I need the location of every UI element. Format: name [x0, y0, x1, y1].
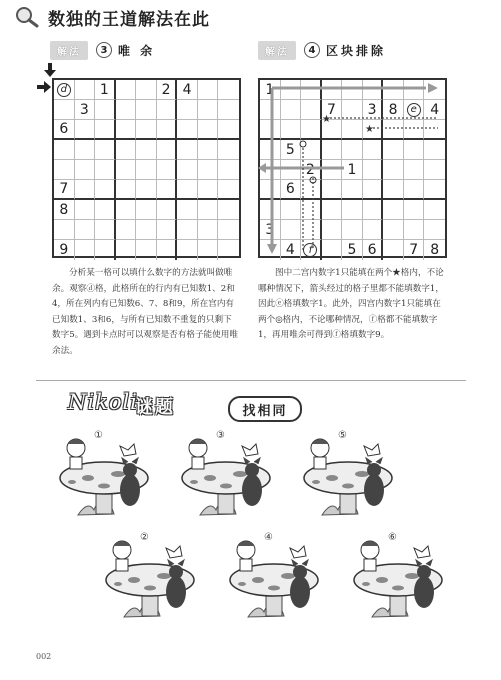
mushroom-table-illustration	[228, 532, 320, 627]
mushroom-table-illustration	[180, 430, 272, 525]
grid-cell[interactable]	[363, 180, 384, 200]
picture-number-label: ⑤	[338, 430, 347, 441]
grid-cell[interactable]	[95, 160, 116, 180]
grid-row	[54, 180, 239, 200]
nikoli-puzzle-label: 谜题	[135, 397, 175, 418]
grid-cell[interactable]	[177, 100, 198, 120]
grid-cell[interactable]	[404, 180, 425, 200]
nikoli-logo: Nikoli	[68, 390, 138, 414]
grid-cell[interactable]	[198, 220, 219, 240]
grid-cell[interactable]	[218, 240, 239, 260]
divider	[36, 380, 466, 381]
grid-cell[interactable]	[198, 140, 219, 160]
grid-row	[260, 120, 445, 140]
grid-cell[interactable]	[116, 180, 137, 200]
grid-cell[interactable]	[136, 100, 157, 120]
grid-cell[interactable]	[95, 100, 116, 120]
grid-cell[interactable]	[198, 200, 219, 220]
method-number: 4	[304, 42, 320, 58]
grid-cell[interactable]	[301, 120, 322, 140]
grid-row	[260, 220, 445, 240]
grid-row	[54, 140, 239, 160]
mushroom-table-illustration	[104, 532, 196, 627]
grid-cell[interactable]	[136, 120, 157, 140]
section-header-right	[258, 40, 386, 60]
grid-cell[interactable]: 2	[157, 80, 178, 100]
grid-cell[interactable]	[404, 100, 425, 120]
grid-cell[interactable]	[75, 80, 96, 100]
grid-cell[interactable]	[383, 160, 404, 180]
grid-cell[interactable]	[116, 200, 137, 220]
grid-cell[interactable]: 8	[383, 100, 404, 120]
grid-cell[interactable]	[95, 140, 116, 160]
grid-cell[interactable]	[383, 80, 404, 100]
grid-cell[interactable]	[301, 100, 322, 120]
grid-cell[interactable]	[136, 80, 157, 100]
grid-cell[interactable]	[281, 120, 302, 140]
grid-cell[interactable]	[281, 80, 302, 100]
grid-cell[interactable]	[383, 180, 404, 200]
grid-row	[260, 200, 445, 220]
grid-cell[interactable]	[95, 180, 116, 200]
explanation-right: 图中二宫内数字1只能填在两个★格内，不论哪种情况下，箭头经过的格子里都不能填数字1，因此ⓔ格填数字1。此外，四宫内数字1只能填在两个◎格内，不论哪种情况，ⓕ格都不能填数字1，再用唯余可得到ⓕ格填数字9。	[258, 268, 444, 340]
grid-cell[interactable]	[218, 220, 239, 240]
grid-row	[54, 200, 239, 220]
grid-cell[interactable]: 1	[342, 160, 363, 180]
grid-cell[interactable]	[363, 200, 384, 220]
grid-cell[interactable]	[75, 180, 96, 200]
grid-cell[interactable]: 4	[424, 100, 445, 120]
grid-cell[interactable]	[424, 120, 445, 140]
grid-cell[interactable]	[157, 180, 178, 200]
grid-cell[interactable]	[322, 140, 343, 160]
grid-cell[interactable]	[75, 120, 96, 140]
grid-cell[interactable]: 8	[430, 242, 440, 258]
section-title: 唯 余	[118, 43, 156, 58]
grid-cell[interactable]: 5	[342, 240, 363, 260]
grid-cell[interactable]	[157, 100, 178, 120]
grid-cell[interactable]	[177, 220, 198, 240]
grid-cell[interactable]	[198, 100, 219, 120]
grid-cell[interactable]	[383, 120, 404, 140]
mushroom-table-illustration	[302, 430, 394, 525]
grid-cell[interactable]	[218, 100, 239, 120]
spot-difference-picture[interactable]	[180, 430, 272, 525]
spot-difference-picture[interactable]	[302, 430, 394, 525]
grid-cell[interactable]: 3	[260, 220, 281, 240]
grid-cell[interactable]	[301, 200, 322, 220]
grid-cell[interactable]	[281, 220, 302, 240]
spot-the-same-title: 找相同	[228, 396, 302, 422]
picture-number-label: ②	[140, 532, 149, 543]
grid-cell[interactable]	[281, 160, 302, 180]
grid-cell[interactable]	[95, 240, 116, 260]
grid-cell[interactable]	[198, 160, 219, 180]
grid-cell[interactable]	[363, 220, 384, 240]
grid-cell[interactable]	[177, 180, 198, 200]
grid-cell[interactable]	[363, 120, 384, 140]
grid-cell[interactable]	[157, 160, 178, 180]
spot-difference-picture[interactable]	[228, 532, 320, 627]
sudoku-grid-left	[52, 78, 241, 258]
grid-row	[54, 100, 239, 120]
grid-cell[interactable]	[322, 220, 343, 240]
grid-cell[interactable]	[198, 80, 219, 100]
grid-cell[interactable]	[198, 180, 219, 200]
grid-cell[interactable]	[424, 160, 445, 180]
grid-cell[interactable]	[75, 240, 96, 260]
grid-cell[interactable]	[260, 100, 281, 120]
svg-text:★: ★	[322, 114, 331, 125]
picture-number-label: ①	[94, 430, 103, 441]
grid-cell[interactable]	[218, 180, 239, 200]
grid-cell[interactable]: 3	[75, 100, 96, 120]
grid-cell[interactable]	[218, 80, 239, 100]
grid-cell[interactable]	[116, 160, 137, 180]
grid-cell[interactable]	[218, 160, 239, 180]
grid-cell[interactable]	[260, 200, 281, 220]
grid-cell[interactable]	[281, 200, 302, 220]
grid-cell[interactable]	[322, 80, 343, 100]
grid-cell[interactable]	[322, 160, 343, 180]
grid-cell[interactable]	[383, 240, 404, 260]
grid-cell[interactable]	[177, 160, 198, 180]
grid-cell[interactable]	[383, 200, 404, 220]
grid-cell[interactable]: 6	[363, 240, 384, 260]
spot-difference-picture[interactable]	[58, 430, 150, 525]
grid-cell[interactable]	[157, 200, 178, 220]
grid-cell[interactable]	[75, 140, 96, 160]
grid-cell[interactable]	[116, 120, 137, 140]
grid-cell[interactable]	[116, 80, 137, 100]
grid-cell[interactable]	[404, 80, 425, 100]
grid-cell[interactable]	[177, 120, 198, 140]
picture-number-label: ③	[216, 430, 225, 441]
grid-cell[interactable]	[363, 160, 384, 180]
grid-cell[interactable]: 7	[404, 240, 425, 260]
grid-cell[interactable]	[342, 220, 363, 240]
section-header-left	[50, 40, 155, 60]
grid-cell[interactable]	[54, 140, 75, 160]
grid-cell[interactable]	[424, 80, 445, 100]
grid-cell[interactable]	[424, 220, 445, 240]
grid-cell[interactable]: 9	[54, 240, 75, 260]
grid-row	[54, 240, 239, 260]
grid-cell[interactable]: 1	[95, 80, 116, 100]
grid-row	[260, 180, 445, 200]
grid-cell[interactable]	[301, 180, 322, 200]
grid-cell[interactable]	[322, 200, 343, 220]
grid-cell[interactable]	[404, 220, 425, 240]
grid-cell[interactable]: 2	[301, 160, 322, 180]
grid-row	[54, 120, 239, 140]
grid-row	[260, 140, 445, 160]
grid-cell[interactable]	[260, 180, 281, 200]
grid-cell[interactable]	[404, 200, 425, 220]
grid-cell[interactable]	[342, 140, 363, 160]
grid-cell[interactable]: 6	[281, 180, 302, 200]
grid-cell[interactable]	[260, 120, 281, 140]
grid-cell[interactable]	[75, 160, 96, 180]
grid-cell[interactable]	[116, 240, 137, 260]
grid-row	[260, 80, 445, 100]
grid-cell[interactable]	[301, 220, 322, 240]
grid-cell[interactable]	[177, 240, 198, 260]
grid-cell[interactable]: 6	[54, 120, 75, 140]
grid-cell[interactable]	[301, 140, 322, 160]
grid-cell[interactable]	[177, 200, 198, 220]
grid-cell[interactable]	[136, 140, 157, 160]
grid-cell[interactable]	[136, 160, 157, 180]
grid-cell[interactable]	[177, 140, 198, 160]
spot-difference-picture[interactable]	[352, 532, 444, 627]
grid-cell[interactable]	[116, 140, 137, 160]
grid-cell[interactable]	[157, 240, 178, 260]
svg-text:★: ★	[365, 124, 374, 135]
grid-cell[interactable]	[404, 120, 425, 140]
grid-cell[interactable]: 7	[322, 100, 343, 120]
circled-target-cell: d	[57, 83, 71, 97]
grid-cell[interactable]	[383, 220, 404, 240]
grid-cell[interactable]: 5	[281, 140, 302, 160]
grid-cell[interactable]	[342, 80, 363, 100]
right-arrow-icon	[37, 81, 51, 93]
grid-row	[54, 160, 239, 180]
down-arrow-icon	[44, 63, 56, 77]
grid-cell[interactable]	[301, 80, 322, 100]
grid-row	[260, 240, 445, 260]
grid-cell[interactable]	[75, 200, 96, 220]
grid-cell[interactable]	[322, 120, 343, 140]
grid-cell[interactable]	[95, 200, 116, 220]
grid-cell[interactable]	[322, 180, 343, 200]
page-title: 数独的王道解法在此	[48, 10, 210, 30]
magnifier-icon	[14, 6, 40, 28]
grid-cell[interactable]	[95, 220, 116, 240]
grid-cell[interactable]	[218, 200, 239, 220]
picture-number-label: ④	[264, 532, 273, 543]
grid-cell[interactable]	[404, 140, 425, 160]
grid-cell[interactable]	[363, 140, 384, 160]
grid-cell[interactable]	[301, 240, 322, 260]
method-tag: 解法	[50, 41, 88, 60]
section-title: 区块排除	[326, 43, 387, 58]
page-number: 002	[36, 652, 52, 661]
method-number: 3	[96, 42, 112, 58]
circled-target-cell: f	[303, 243, 317, 257]
grid-cell[interactable]	[363, 80, 384, 100]
grid-cell[interactable]	[424, 200, 445, 220]
grid-cell[interactable]	[198, 120, 219, 140]
grid-cell[interactable]	[218, 120, 239, 140]
grid-cell[interactable]: 4	[177, 80, 198, 100]
grid-cell[interactable]	[157, 220, 178, 240]
grid-cell[interactable]	[116, 100, 137, 120]
grid-cell[interactable]	[157, 140, 178, 160]
grid-cell[interactable]	[424, 140, 445, 160]
grid-cell[interactable]: 7	[54, 180, 75, 200]
grid-cell[interactable]	[136, 200, 157, 220]
grid-cell[interactable]	[342, 180, 363, 200]
grid-cell[interactable]	[281, 100, 302, 120]
grid-cell[interactable]	[342, 100, 363, 120]
grid-cell[interactable]	[260, 160, 281, 180]
circled-target-cell: e	[407, 103, 421, 117]
grid-cell[interactable]: 1	[260, 80, 281, 100]
grid-cell[interactable]	[198, 240, 219, 260]
grid-cell[interactable]	[54, 160, 75, 180]
grid-cell[interactable]	[54, 80, 75, 100]
grid-cell[interactable]	[136, 220, 157, 240]
grid-cell[interactable]	[75, 220, 96, 240]
grid-cell[interactable]	[342, 200, 363, 220]
grid-cell[interactable]	[383, 140, 404, 160]
spot-difference-picture[interactable]	[104, 532, 196, 627]
grid-cell[interactable]: 4	[281, 240, 302, 260]
grid-cell[interactable]	[157, 120, 178, 140]
grid-row	[260, 160, 445, 180]
grid-cell[interactable]	[404, 160, 425, 180]
grid-cell[interactable]	[218, 140, 239, 160]
grid-cell[interactable]	[136, 240, 157, 260]
explanation-left: 分析某一格可以填什么数字的方法就叫做唯余。观察ⓓ格，此格所在的行内有已知数1、2和4，所在列内有已知数6、7、8和9，所在宫内有已知数1、3和6，与所有已知数不重复的只剩下数字5。遇到卡点时可以观察是否有格子能使用唯余法。	[52, 268, 238, 356]
grid-cell[interactable]: 3	[363, 100, 384, 120]
grid-cell[interactable]	[54, 100, 75, 120]
grid-cell[interactable]	[54, 220, 75, 240]
grid-cell[interactable]	[136, 180, 157, 200]
grid-row	[260, 100, 445, 120]
grid-cell[interactable]	[260, 240, 281, 260]
grid-cell[interactable]	[424, 180, 445, 200]
mushroom-table-illustration	[58, 430, 150, 525]
picture-number-label: ⑥	[388, 532, 397, 543]
grid-cell[interactable]	[260, 140, 281, 160]
grid-row	[54, 80, 239, 100]
sudoku-grid-right	[258, 78, 447, 258]
grid-cell[interactable]	[95, 120, 116, 140]
mushroom-table-illustration	[352, 532, 444, 627]
grid-cell[interactable]	[322, 240, 343, 260]
grid-cell[interactable]	[116, 220, 137, 240]
grid-row	[54, 220, 239, 240]
grid-cell[interactable]	[342, 120, 363, 140]
method-tag: 解法	[258, 41, 296, 60]
grid-cell[interactable]: 8	[54, 200, 75, 220]
